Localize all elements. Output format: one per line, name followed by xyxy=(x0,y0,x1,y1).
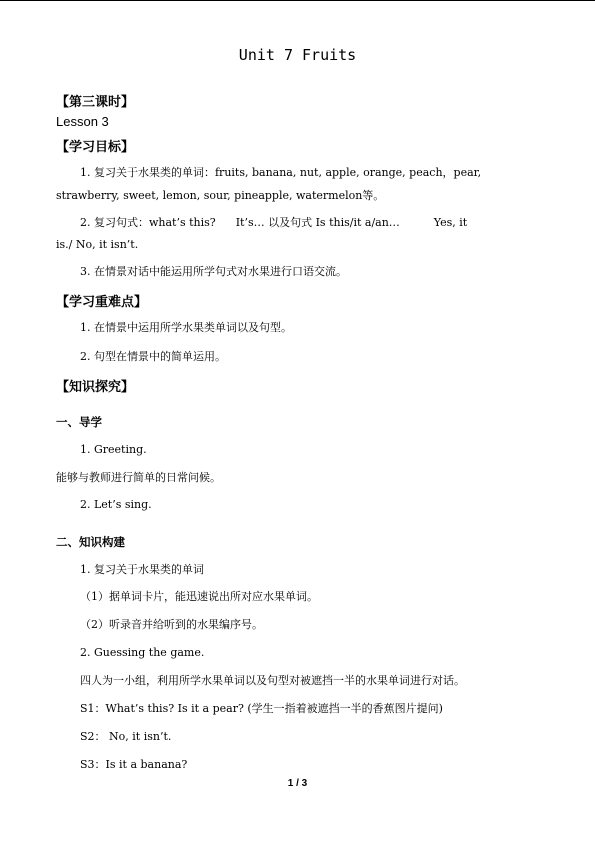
part-2-item-5: 四人为一小组，利用所学水果单词以及句型对被遮挡一半的水果单词进行对话。 xyxy=(80,674,465,687)
key-point-2: 2. 句型在情景中的简单运用。 xyxy=(80,350,226,363)
part-1-item-2: 能够与教师进行简单的日常问候。 xyxy=(56,471,221,484)
goal-3: 3. 在情景对话中能运用所学句式对水果进行口语交流。 xyxy=(80,265,347,278)
goal-2-line-2: is./ No, it isn’t. xyxy=(56,238,139,251)
key-point-1: 1. 在情景中运用所学水果类单词以及句型。 xyxy=(80,321,292,334)
part-2-item-8: S3：Is it a banana? xyxy=(80,758,188,771)
part-1-item-3: 2. Let’s sing. xyxy=(80,498,152,511)
part-2-item-1: 1. 复习关于水果类的单词 xyxy=(80,563,204,576)
goal-1-line-1: 1. 复习关于水果类的单词：fruits, banana, nut, apple, orange, peach，pear, xyxy=(80,166,482,179)
top-border-line xyxy=(0,0,595,1)
goal-2-part-a: 2. 复习句式：what’s this? xyxy=(80,216,216,229)
goal-2-part-b: It’s… 以及句式 Is this/it a/an… xyxy=(235,216,400,229)
lesson-label: Lesson 3 xyxy=(56,114,109,129)
goal-2-line-1 xyxy=(80,216,467,230)
part-2-heading: 二、知识构建 xyxy=(56,535,125,549)
part-2-item-4: 2. Guessing the game. xyxy=(80,646,205,659)
part-1-item-1: 1. Greeting. xyxy=(80,443,147,456)
goal-1-line-2: strawberry, sweet, lemon, sour, pineapple, watermelon等。 xyxy=(56,189,385,202)
section-explore-heading: 【知识探究】 xyxy=(56,380,135,395)
section-key-heading: 【学习重难点】 xyxy=(56,295,148,310)
document-title: Unit 7 Fruits xyxy=(238,46,357,64)
part-2-item-2: （1）据单词卡片，能迅速说出所对应水果单词。 xyxy=(80,590,318,603)
section-goals-heading: 【学习目标】 xyxy=(56,140,135,155)
part-2-item-3: （2）听录音并给听到的水果编序号。 xyxy=(80,618,263,631)
part-2-item-7: S2： No, it isn’t. xyxy=(80,730,172,743)
section-period-heading: 【第三课时】 xyxy=(56,95,135,110)
part-2-item-6: S1：What’s this? Is it a pear? (学生一指着被遮挡一半的香蕉图片提问) xyxy=(80,702,443,715)
page-number: 1 / 3 xyxy=(287,778,308,789)
goal-2-part-c: Yes, it xyxy=(433,216,468,229)
part-1-heading: 一、导学 xyxy=(56,415,102,429)
